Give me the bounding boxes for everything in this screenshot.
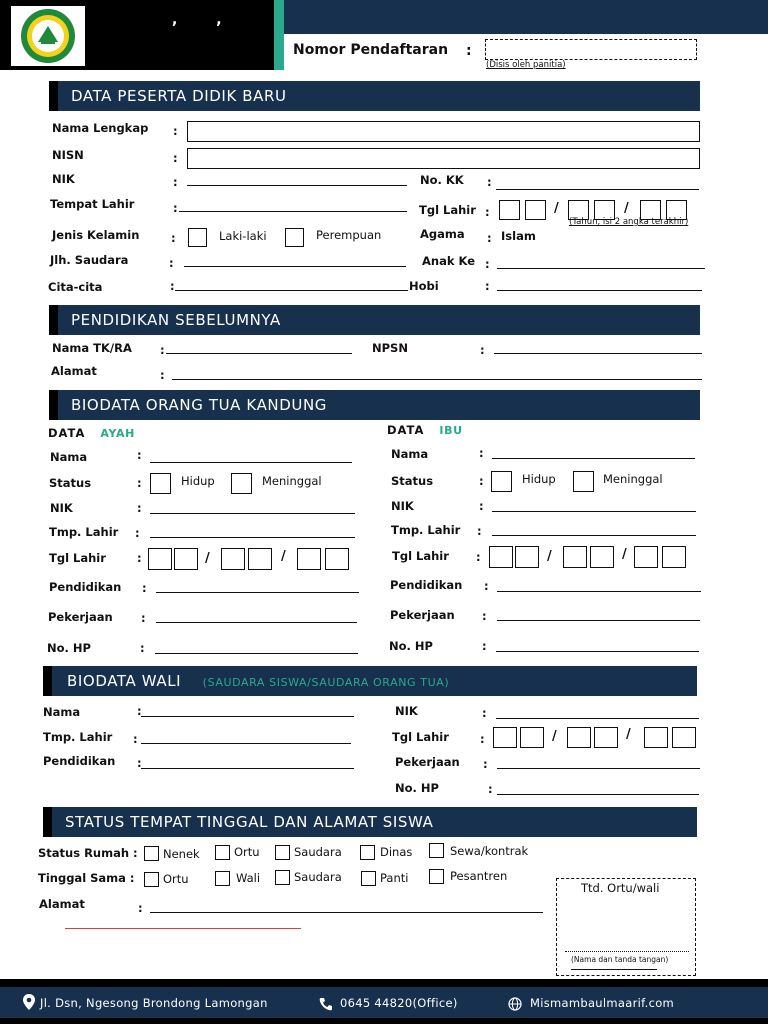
colon: : — [479, 474, 484, 488]
wali-no-hp-input[interactable] — [497, 794, 699, 795]
ibu-label-status: Status — [391, 474, 434, 488]
wali-label-tgl-lahir: Tgl Lahir — [392, 730, 449, 744]
ibu-label-tmp-lahir: Tmp. Lahir — [391, 523, 461, 537]
ayah-meninggal-label: Meninggal — [262, 474, 322, 488]
globe-icon — [508, 996, 522, 1010]
colon: : — [160, 368, 165, 382]
colon: : — [169, 256, 174, 270]
ibu-hidup-label: Hidup — [522, 472, 556, 486]
ibu-tgl-year-1[interactable] — [634, 546, 658, 568]
ayah-pendidikan-input[interactable] — [156, 592, 359, 593]
data-word: DATA — [48, 426, 86, 440]
section-title: BIODATA WALI — [67, 672, 182, 690]
colon: : — [135, 526, 140, 540]
signature-note: (Nama dan tanda tangan) — [571, 955, 669, 964]
colon: : — [137, 551, 142, 565]
ibu-nik-input[interactable] — [492, 511, 696, 512]
ayah-no-hp-input[interactable] — [155, 653, 358, 654]
colon: : — [138, 901, 143, 915]
ibu-tgl-day-2[interactable] — [515, 546, 539, 568]
wali-tgl-day-1[interactable] — [493, 727, 517, 748]
colon: : — [480, 343, 485, 357]
ayah-tgl-day-1[interactable] — [148, 548, 172, 570]
label-npsn: NPSN — [372, 341, 408, 355]
colon: : — [487, 175, 492, 189]
section-data-peserta — [49, 81, 700, 111]
ayah-label-status: Status — [49, 476, 92, 490]
date-separator: / — [622, 547, 627, 562]
ayah-label-no-hp: No. HP — [47, 641, 91, 655]
tgl-lahir-day-2[interactable] — [525, 200, 546, 220]
section-pendidikan-sebelumnya — [49, 305, 700, 335]
wali-pendidikan-input[interactable] — [141, 768, 354, 769]
tinggal-ortu-checkbox[interactable] — [144, 872, 159, 887]
ibu-meninggal-label: Meninggal — [603, 472, 663, 486]
colon: : — [477, 524, 482, 538]
label-nama-tk: Nama TK/RA — [52, 341, 132, 355]
wali-tgl-year-2[interactable] — [672, 727, 696, 748]
colon: : — [137, 756, 142, 770]
date-separator: / — [205, 551, 210, 566]
nama-lengkap-input[interactable] — [187, 121, 700, 142]
ibu-hidup-checkbox[interactable] — [491, 471, 512, 492]
no-kk-input[interactable] — [496, 189, 699, 190]
phone-icon — [319, 996, 333, 1010]
ayah-tgl-year-2[interactable] — [325, 548, 349, 570]
nomor-note: (Disis oleh panitia) — [486, 60, 566, 70]
ayah-nik-input[interactable] — [150, 513, 355, 514]
colon: : — [137, 448, 142, 462]
tinggal-wali-checkbox[interactable] — [215, 871, 230, 886]
ibu-tgl-month-2[interactable] — [590, 546, 614, 568]
tahun-note: (Tahun, isi 2 angka terakhir) — [569, 217, 689, 227]
colon: : — [482, 639, 487, 653]
section-subtitle: (SAUDARA SISWA/SAUDARA ORANG TUA) — [202, 676, 450, 689]
ibu-label-pendidikan: Pendidikan — [390, 578, 463, 592]
ayah-label-tmp-lahir: Tmp. Lahir — [49, 525, 119, 539]
colon: : — [480, 732, 485, 746]
colon: : — [173, 201, 178, 215]
anak-ke-input[interactable] — [497, 268, 705, 269]
colon: : — [476, 550, 481, 564]
colon: : — [171, 231, 176, 245]
label-agama: Agama — [420, 227, 465, 241]
ayah-label-pekerjaan: Pekerjaan — [48, 610, 113, 624]
colon: : — [482, 706, 487, 720]
colon: : — [484, 579, 489, 593]
nama-tk-input[interactable] — [166, 353, 352, 354]
footer-phone: 0645 44820(Office) — [340, 996, 458, 1010]
rumah-dinas-checkbox[interactable] — [360, 845, 375, 860]
label-jenis-kelamin: Jenis Kelamin — [52, 228, 140, 242]
wali-tgl-month-1[interactable] — [567, 727, 591, 748]
colon: : — [488, 782, 493, 796]
footer-black-strip — [0, 979, 768, 987]
tinggal-wali-label: Wali — [236, 871, 261, 885]
colon: : — [485, 205, 490, 219]
alamat-siswa-input[interactable] — [150, 912, 543, 913]
label-cita-cita: Cita-cita — [48, 280, 103, 294]
ibu-label-nik: NIK — [391, 499, 414, 513]
ayah-label-nama: Nama — [50, 450, 88, 464]
laki-laki-checkbox[interactable] — [188, 228, 207, 247]
rumah-nenek-label: Nenek — [163, 847, 200, 861]
rumah-ortu-label: Ortu — [234, 845, 260, 859]
ayah-tmp-lahir-input[interactable] — [150, 537, 355, 538]
tinggal-saudara-label: Saudara — [294, 870, 342, 884]
wali-label-nama: Nama — [43, 705, 81, 719]
nomor-pendaftaran-label: Nomor Pendaftaran — [293, 42, 449, 58]
section-title: STATUS TEMPAT TINGGAL DAN ALAMAT SISWA — [65, 813, 434, 831]
wali-tgl-month-2[interactable] — [594, 727, 618, 748]
colon: : — [482, 609, 487, 623]
footer-bottom-strip — [0, 1018, 768, 1024]
rumah-saudara-checkbox[interactable] — [275, 845, 290, 860]
label-tgl-lahir: Tgl Lahir — [419, 203, 476, 217]
rumah-dinas-label: Dinas — [380, 845, 413, 859]
label-hobi: Hobi — [409, 279, 439, 293]
label-tempat-lahir: Tempat Lahir — [50, 197, 135, 211]
wali-tgl-year-1[interactable] — [644, 727, 668, 748]
alamat-sekolah-input[interactable] — [172, 379, 702, 380]
section-status-tempat-tinggal — [43, 807, 697, 837]
data-ayah-heading — [48, 426, 135, 440]
rumah-saudara-label: Saudara — [294, 845, 342, 859]
colon: : — [137, 704, 142, 718]
colon: : — [141, 611, 146, 625]
nomor-colon: : — [466, 43, 472, 59]
colon: : — [173, 124, 178, 138]
nomor-pendaftaran-box[interactable] — [485, 39, 697, 60]
tinggal-pesantren-label: Pesantren — [450, 869, 508, 883]
ibu-no-hp-input[interactable] — [496, 651, 699, 652]
colon: : — [173, 151, 178, 165]
ayah-tgl-year-1[interactable] — [297, 548, 321, 570]
ayah-tgl-month-1[interactable] — [221, 548, 245, 570]
ayah-pekerjaan-input[interactable] — [156, 622, 357, 623]
wali-label-no-hp: No. HP — [395, 781, 439, 795]
tinggal-panti-checkbox[interactable] — [361, 871, 376, 886]
data-word: DATA — [387, 423, 425, 437]
ayah-label-pendidikan: Pendidikan — [49, 580, 122, 594]
label-status-rumah: Status Rumah : — [38, 846, 138, 860]
wali-label-pendidikan: Pendidikan — [43, 754, 116, 768]
signature-box[interactable] — [556, 878, 696, 976]
data-ibu-heading — [387, 423, 463, 437]
colon: : — [485, 279, 490, 293]
nik-input[interactable] — [187, 185, 407, 186]
wali-nama-input[interactable] — [141, 716, 354, 717]
colon: : — [160, 343, 165, 357]
colon: : — [170, 279, 175, 293]
header-navy-bar — [284, 0, 768, 34]
ayah-meninggal-checkbox[interactable] — [231, 473, 252, 494]
wali-pekerjaan-input[interactable] — [497, 768, 700, 769]
ibu-label-no-hp: No. HP — [389, 639, 433, 653]
colon: : — [479, 446, 484, 460]
ayah-hidup-checkbox[interactable] — [150, 473, 171, 494]
footer-website[interactable]: Mismambaulmaarif.com — [530, 996, 675, 1010]
colon: : — [485, 257, 490, 271]
jlh-saudara-input[interactable] — [184, 266, 406, 267]
ibu-tmp-lahir-input[interactable] — [492, 535, 696, 536]
colon: : — [137, 501, 142, 515]
school-logo — [11, 6, 85, 66]
section-title-wrap — [67, 672, 449, 690]
hobi-input[interactable] — [497, 290, 702, 291]
label-jlh-saudara: Jlh. Saudara — [50, 253, 129, 267]
section-biodata-wali — [43, 666, 697, 696]
ibu-meninggal-checkbox[interactable] — [573, 471, 594, 492]
ibu-tgl-year-2[interactable] — [662, 546, 686, 568]
ayah-tgl-day-2[interactable] — [174, 548, 198, 570]
label-tinggal-sama: Tinggal Sama : — [38, 871, 135, 885]
tinggal-saudara-checkbox[interactable] — [275, 870, 290, 885]
rumah-ortu-checkbox[interactable] — [215, 845, 230, 860]
section-title: DATA PESERTA DIDIK BARU — [71, 87, 287, 105]
ibu-pendidikan-input[interactable] — [497, 591, 701, 592]
wali-label-pekerjaan: Pekerjaan — [395, 755, 460, 769]
tinggal-panti-label: Panti — [380, 871, 409, 885]
footer-address: Jl. Dsn, Ngesong Brondong Lamongan — [40, 996, 268, 1010]
ayah-label-nik: NIK — [50, 501, 73, 515]
ibu-word: IBU — [439, 424, 463, 437]
laki-laki-label: Laki-laki — [219, 229, 267, 243]
colon: : — [142, 581, 147, 595]
colon: : — [140, 641, 145, 655]
label-anak-ke: Anak Ke — [422, 254, 476, 268]
signature-title: Ttd. Ortu/wali — [581, 881, 660, 895]
agama-value: Islam — [501, 229, 536, 243]
wali-tgl-day-2[interactable] — [520, 727, 544, 748]
date-separator: / — [547, 549, 552, 564]
rumah-sewa-label: Sewa/kontrak — [450, 844, 529, 858]
label-alamat-sekolah: Alamat — [51, 364, 97, 378]
wali-label-nik: NIK — [395, 704, 418, 718]
label-alamat-siswa: Alamat — [39, 897, 85, 911]
wali-nik-input[interactable] — [496, 718, 699, 719]
tinggal-ortu-label: Ortu — [163, 872, 189, 886]
ayah-word: AYAH — [100, 427, 135, 440]
tinggal-pesantren-checkbox[interactable] — [429, 869, 444, 884]
cita-cita-input[interactable] — [175, 290, 408, 291]
tgl-lahir-day-1[interactable] — [499, 200, 520, 220]
date-separator: / — [624, 201, 629, 216]
nisn-input[interactable] — [187, 148, 700, 169]
tempat-lahir-input[interactable] — [179, 211, 407, 212]
ibu-pekerjaan-input[interactable] — [497, 620, 700, 621]
date-separator: / — [281, 549, 286, 564]
colon: : — [479, 499, 484, 513]
school-name-line: , , — [172, 12, 222, 28]
ayah-nama-input[interactable] — [150, 462, 352, 463]
colon: : — [487, 231, 492, 245]
ibu-label-nama: Nama — [391, 447, 429, 461]
colon: : — [483, 757, 488, 771]
label-nik: NIK — [52, 172, 75, 186]
ayah-label-tgl-lahir: Tgl Lahir — [49, 551, 106, 565]
location-pin-icon — [22, 994, 36, 1010]
label-nama-lengkap: Nama Lengkap — [52, 121, 149, 135]
colon: : — [133, 732, 138, 746]
label-nisn: NISN — [52, 148, 84, 162]
wali-label-tmp-lahir: Tmp. Lahir — [43, 730, 113, 744]
date-separator: / — [552, 729, 557, 744]
ibu-label-pekerjaan: Pekerjaan — [390, 608, 455, 622]
section-biodata-orang-tua — [49, 390, 700, 420]
wali-tmp-lahir-input[interactable] — [141, 743, 351, 744]
header-teal-stripe — [274, 0, 284, 70]
ibu-tgl-day-1[interactable] — [489, 546, 513, 568]
signature-line — [565, 951, 689, 952]
perempuan-checkbox[interactable] — [285, 228, 304, 247]
section-title: BIODATA ORANG TUA KANDUNG — [71, 396, 328, 414]
colon: : — [137, 476, 142, 490]
npsn-input[interactable] — [494, 353, 702, 354]
ibu-tgl-month-1[interactable] — [563, 546, 587, 568]
ibu-nama-input[interactable] — [492, 458, 695, 459]
signature-note-underline — [571, 969, 657, 970]
rumah-nenek-checkbox[interactable] — [144, 846, 159, 861]
date-separator: / — [626, 727, 631, 742]
date-separator: / — [554, 201, 559, 216]
label-no-kk: No. KK — [420, 173, 464, 187]
rumah-sewa-checkbox[interactable] — [429, 843, 444, 858]
red-underline — [65, 928, 301, 929]
ibu-label-tgl-lahir: Tgl Lahir — [392, 549, 449, 563]
perempuan-label: Perempuan — [316, 228, 382, 242]
ayah-tgl-month-2[interactable] — [248, 548, 272, 570]
section-title: PENDIDIKAN SEBELUMNYA — [71, 311, 281, 329]
colon: : — [173, 175, 178, 189]
ayah-hidup-label: Hidup — [181, 474, 215, 488]
